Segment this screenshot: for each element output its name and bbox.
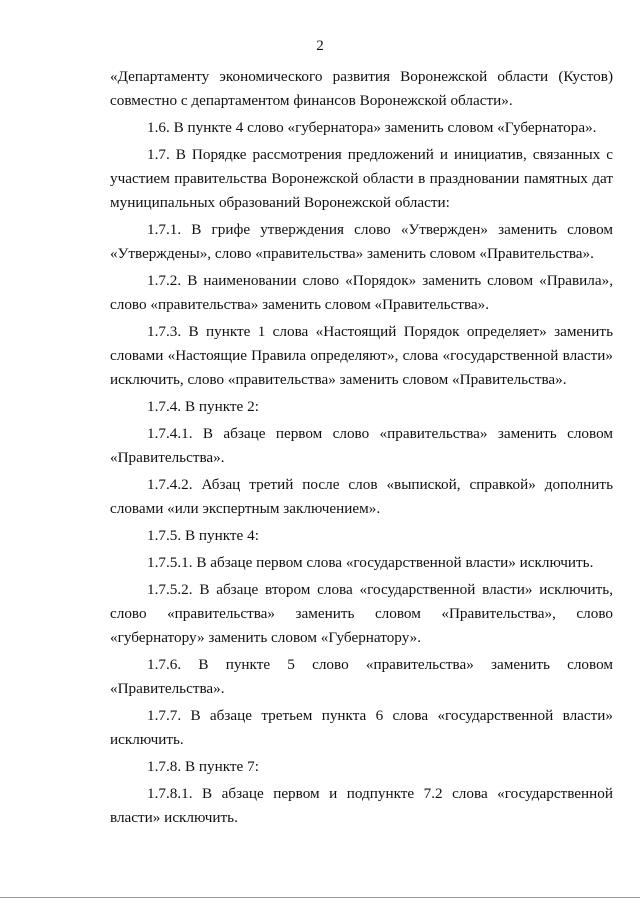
page-number: 2: [316, 38, 324, 54]
paragraph-1-7-4-2: 1.7.4.2. Абзац третий после слов «выпиской, справкой» дополнить словами «или экспертным заключением».: [110, 476, 613, 517]
paragraph-1-7-6: 1.7.6. В пункте 5 слово «правительства» заменить словом «Правительства».: [110, 656, 613, 697]
paragraph-1-7-2: 1.7.2. В наименовании слово «Порядок» заменить словом «Правила», слово «правительства» заменить словом «Правительства».: [110, 272, 613, 313]
document-body: [110, 65, 613, 833]
paragraph-1-7-5-1: 1.7.5.1. В абзаце первом слова «государственной власти» исключить.: [147, 554, 594, 571]
paragraph-1-7-8-1: 1.7.8.1. В абзаце первом и подпункте 7.2 слова «государственной власти» исключить.: [110, 785, 613, 826]
paragraph-1-7-4: 1.7.4. В пункте 2:: [147, 398, 259, 415]
paragraph-1-7-7: 1.7.7. В абзаце третьем пункта 6 слова «государственной власти» исключить.: [110, 707, 613, 748]
paragraph-1-7-5-2: 1.7.5.2. В абзаце втором слова «государственной власти» исключить, слово «правительства» заменить словом «Правительства», слово «губернатору» заменить словом «Губернатору».: [110, 581, 613, 646]
paragraph-1-7-5: 1.7.5. В пункте 4:: [147, 527, 259, 544]
paragraph-1-7: 1.7. В Порядке рассмотрения предложений и инициатив, связанных с участием правительства Воронежской области в праздновании памятных дат муниципальных образований Воронежской области:: [110, 146, 613, 211]
scan-bottom-edge: [0, 897, 640, 898]
paragraph-1-7-8: 1.7.8. В пункте 7:: [147, 758, 259, 775]
paragraph-1-7-1: 1.7.1. В грифе утверждения слово «Утвержден» заменить словом «Утверждены», слово «правительства» заменить словом «Правительства».: [110, 221, 613, 262]
paragraph-1-7-3: 1.7.3. В пункте 1 слова «Настоящий Порядок определяет» заменить словами «Настоящие Правила определяют», слова «государственной власти» исключить, слово «правительства» заменить словом «Правительства».: [110, 323, 613, 388]
paragraph-1-7-4-1: 1.7.4.1. В абзаце первом слово «правительства» заменить словом «Правительства».: [110, 425, 613, 466]
paragraph-1-6: 1.6. В пункте 4 слово «губернатора» заменить словом «Губернатора».: [147, 119, 597, 136]
paragraph-continuation: «Департаменту экономического развития Воронежской области (Кустов) совместно с департаментом финансов Воронежской области».: [110, 68, 613, 109]
